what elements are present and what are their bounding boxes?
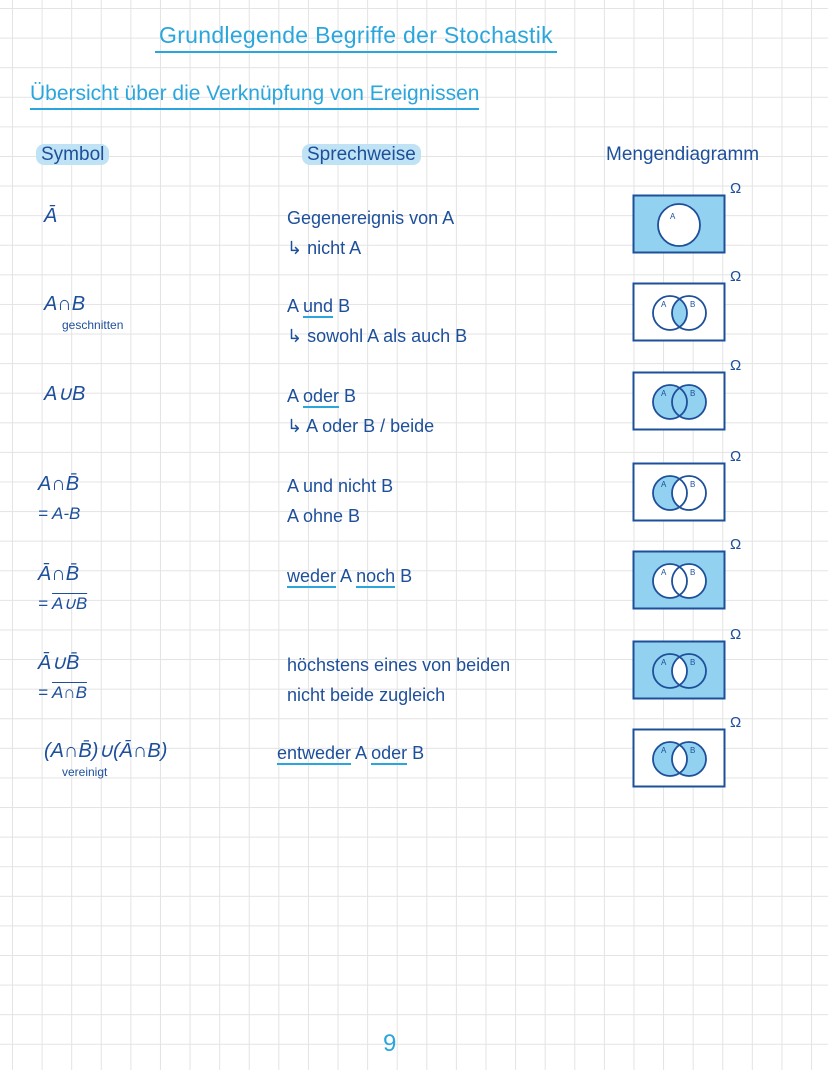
speech-text: A und nicht B [287, 476, 394, 496]
venn-svg [632, 462, 726, 522]
symbol-equivalent: = [38, 683, 53, 702]
set-a-label: A [670, 212, 676, 221]
set-a-label: A [661, 568, 667, 577]
symbol-equivalent: = A-B [38, 504, 81, 523]
speech-line [287, 381, 434, 411]
speech-text: nicht beide zugleich [287, 685, 446, 705]
speech-cell [287, 650, 510, 710]
set-a-label: A [661, 300, 667, 309]
omega-label: Ω [730, 714, 742, 731]
column-header-symbol [36, 144, 109, 166]
omega-label: Ω [730, 180, 742, 197]
venn-svg [632, 282, 726, 342]
symbol-cell [44, 201, 57, 231]
symbol-text: Ā [44, 205, 58, 227]
set-b-label: B [690, 568, 696, 577]
symbol-text: Ā∩B̄ [38, 563, 80, 585]
symbol-text: A∩B [44, 293, 86, 315]
omega-label: Ω [730, 268, 742, 285]
speech-cell [287, 381, 434, 441]
omega-label: Ω [730, 448, 742, 465]
venn-diagram [632, 448, 742, 527]
symbol-cell [44, 736, 167, 778]
omega-label: Ω [730, 357, 742, 374]
symbol-text: A∩B̄ [38, 473, 80, 495]
speech-cell [287, 203, 454, 263]
venn-diagram [632, 268, 742, 347]
underlined-word: und [303, 296, 334, 316]
speech-cell [287, 561, 412, 591]
symbol-equivalent-overlined: A∪B [52, 594, 88, 613]
speech-line [287, 471, 393, 501]
speech-cell [277, 738, 424, 768]
speech-text: B [333, 296, 351, 316]
speech-text: A ohne B [287, 506, 361, 526]
omega-label: Ω [730, 626, 742, 643]
set-a-label: A [661, 480, 667, 489]
speech-text: ↳ A oder B / beide [287, 416, 435, 436]
venn-diagram [632, 536, 742, 615]
speech-text: A [336, 566, 357, 586]
symbol-text: A∪B [44, 383, 86, 405]
underlined-word: oder [303, 386, 340, 406]
venn-svg [632, 728, 726, 788]
symbol-equivalent-overlined: A∩B [52, 683, 87, 702]
speech-line [287, 321, 467, 351]
speech-text: A [287, 296, 304, 316]
page-number: 9 [383, 1030, 397, 1057]
column-header-diagram: Mengendiagramm [606, 144, 760, 165]
symbol-cell [44, 289, 123, 331]
symbol-text: (A∩B̄)∪(Ā∩B) [44, 740, 168, 762]
speech-line [287, 291, 467, 321]
speech-line [287, 680, 510, 710]
venn-svg [632, 550, 726, 610]
speech-line [287, 233, 454, 263]
set-a-label: A [661, 746, 667, 755]
section-heading: Übersicht über die Verknüpfung von Ereignissen [30, 82, 479, 110]
page-title: Grundlegende Begriffe der Stochastik [155, 22, 557, 53]
venn-svg [632, 371, 726, 431]
symbol-header-label: Symbol [36, 144, 109, 165]
speech-cell [287, 291, 467, 351]
set-a-label: A [661, 658, 667, 667]
venn-diagram [632, 714, 742, 793]
speech-line [277, 738, 424, 768]
speech-text: höchstens eines von beiden [287, 655, 511, 675]
symbol-note: geschnitten [62, 318, 124, 332]
underlined-word: oder [371, 743, 408, 763]
set-a-label: A [661, 389, 667, 398]
column-header-speech [302, 144, 421, 166]
set-b-label: B [690, 658, 696, 667]
underlined-word: weder [287, 566, 337, 586]
speech-line [287, 650, 510, 680]
symbol-text: Ā∪B̄ [38, 652, 80, 674]
venn-svg [632, 194, 726, 254]
speech-line [287, 411, 434, 441]
speech-text: ↳ nicht A [287, 238, 362, 258]
set-b-label: B [690, 389, 696, 398]
set-b-label: B [690, 746, 696, 755]
speech-cell [287, 471, 393, 531]
speech-text: A [351, 743, 372, 763]
set-b-label: B [690, 300, 696, 309]
speech-text: Gegenereignis von A [287, 208, 455, 228]
speech-text: B [339, 386, 357, 406]
omega-label: Ω [730, 536, 742, 553]
venn-diagram [632, 626, 742, 705]
venn-svg [632, 640, 726, 700]
speech-line [287, 203, 454, 233]
speech-text: B [395, 566, 413, 586]
speech-line [287, 501, 393, 531]
symbol-note: vereinigt [62, 765, 108, 779]
venn-diagram [632, 180, 742, 259]
symbol-cell [38, 469, 80, 529]
venn-diagram [632, 357, 742, 436]
underlined-word: noch [356, 566, 396, 586]
speech-text: A [287, 386, 304, 406]
underlined-word: entweder [277, 743, 352, 763]
set-b-label: B [690, 480, 696, 489]
speech-line [287, 561, 412, 591]
symbol-cell [44, 379, 85, 409]
speech-text: ↳ sowohl A als auch B [287, 326, 468, 346]
speech-header-label: Sprechweise [302, 144, 421, 165]
speech-text: B [407, 743, 425, 763]
symbol-cell [38, 648, 87, 708]
symbol-cell [38, 559, 87, 619]
symbol-equivalent: = [38, 594, 53, 613]
